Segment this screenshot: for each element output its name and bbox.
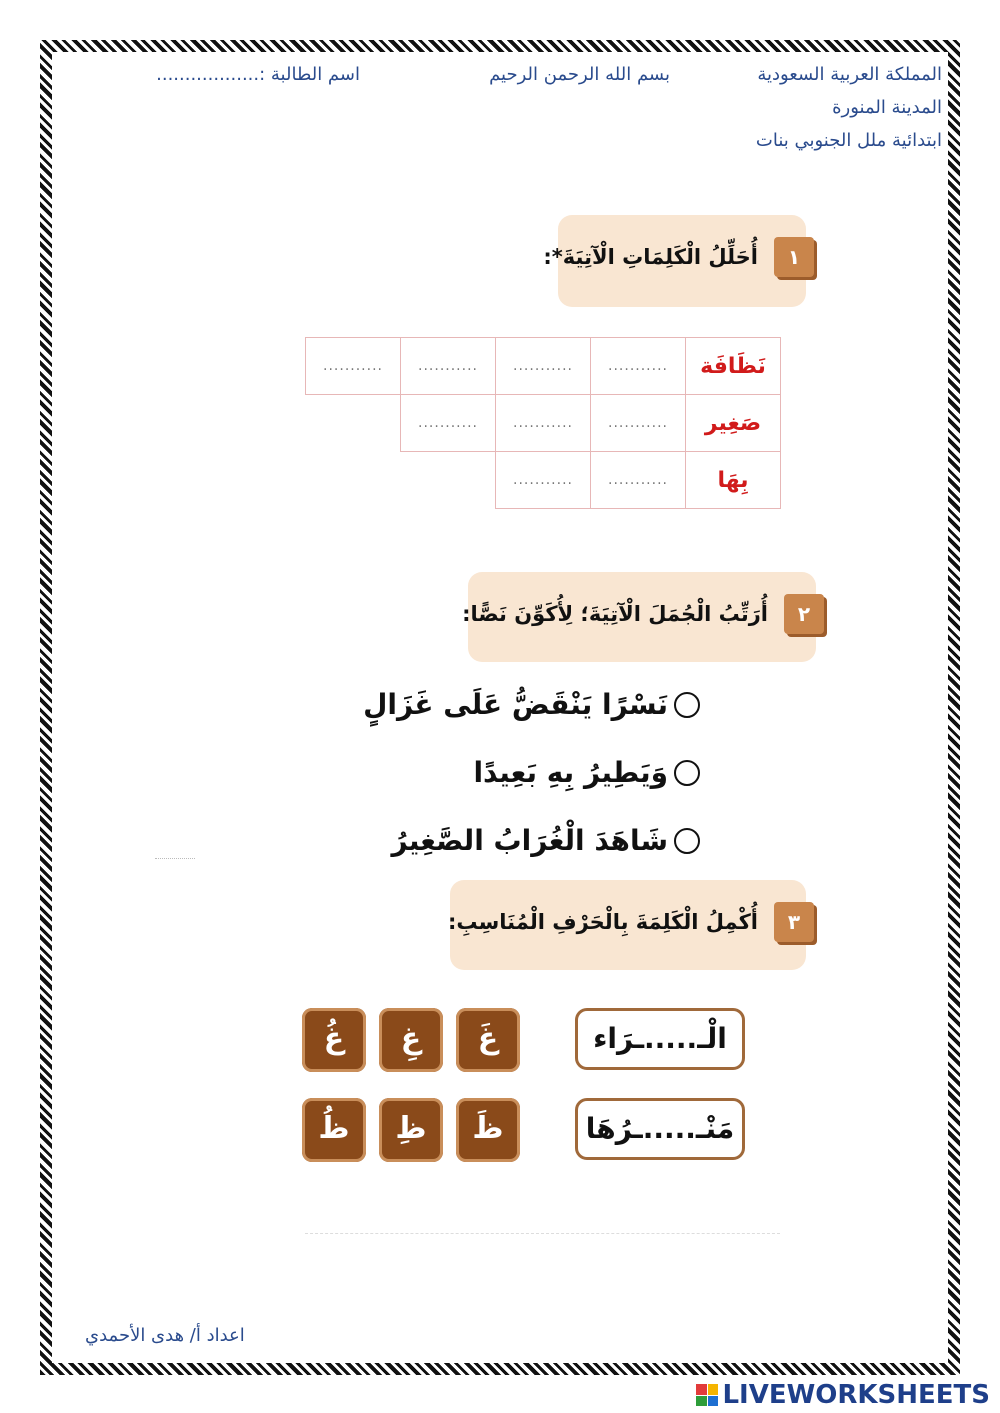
- fill-word-box[interactable]: مَنْـ.....ـرُهَا: [575, 1098, 745, 1160]
- empty-cell: [306, 395, 401, 452]
- table-row: [306, 452, 781, 509]
- header-country: المملكة العربية السعودية: [757, 64, 942, 85]
- sentence-text: نَسْرًا يَنْقَضُّ عَلَى غَزَالٍ: [363, 688, 668, 721]
- table-row: [306, 338, 781, 395]
- dotted-mark: [155, 858, 195, 859]
- answer-cell[interactable]: ...........: [591, 338, 686, 395]
- order-circle-icon[interactable]: [674, 760, 700, 786]
- sentence-item[interactable]: [473, 756, 700, 789]
- liveworksheets-logo[interactable]: [696, 1380, 990, 1410]
- header-city: المدينة المنورة: [832, 97, 942, 118]
- divider: [305, 1233, 780, 1234]
- header-basmala: بسم الله الرحمن الرحيم: [489, 64, 670, 85]
- letter-option-button[interactable]: غَ: [456, 1008, 520, 1072]
- student-name-field[interactable]: اسم الطالبة :..................: [156, 64, 360, 85]
- q2-number: ٢: [784, 594, 824, 634]
- letter-option-button[interactable]: غِ: [379, 1008, 443, 1072]
- q1-number: ١: [774, 237, 814, 277]
- answer-cell[interactable]: ...........: [401, 338, 496, 395]
- q1-heading: [543, 215, 806, 307]
- answer-cell[interactable]: ...........: [306, 338, 401, 395]
- word-cell: صَغِير: [686, 395, 781, 452]
- q1-analysis-table: [305, 337, 781, 509]
- answer-cell[interactable]: ...........: [496, 395, 591, 452]
- q3-title: أُكْمِلُ الْكَلِمَةَ بِالْحَرْفِ الْمُنَاسِبِ:: [448, 910, 758, 934]
- sentence-item[interactable]: [391, 824, 700, 857]
- q2-heading: [462, 572, 816, 662]
- brand-icon: [696, 1384, 718, 1406]
- q2-title: أُرَتِّبُ الْجُمَلَ الْآتِيَةَ؛ لِأُكَوِّنَ نَصًّا:: [462, 602, 768, 626]
- author-credit: اعداد أ/ هدى الأحمدي: [85, 1325, 245, 1346]
- fill-word-box[interactable]: الْـ.....ـرَاء: [575, 1008, 745, 1070]
- answer-cell[interactable]: ...........: [496, 452, 591, 509]
- order-circle-icon[interactable]: [674, 692, 700, 718]
- sentence-text: شَاهَدَ الْغُرَابُ الصَّغِيرُ: [391, 824, 668, 857]
- sentence-text: وَيَطِيرُ بِهِ بَعِيدًا: [473, 756, 668, 789]
- letter-option-button[interactable]: ظَ: [456, 1098, 520, 1162]
- letter-option-button[interactable]: غُ: [302, 1008, 366, 1072]
- answer-cell[interactable]: ...........: [591, 395, 686, 452]
- q3-number: ٣: [774, 902, 814, 942]
- sentence-item[interactable]: [363, 688, 700, 721]
- order-circle-icon[interactable]: [674, 828, 700, 854]
- letter-option-button[interactable]: ظُ: [302, 1098, 366, 1162]
- answer-cell[interactable]: ...........: [591, 452, 686, 509]
- word-cell: بِهَا: [686, 452, 781, 509]
- answer-cell[interactable]: ...........: [496, 338, 591, 395]
- header-school: ابتدائية ملل الجنوبي بنات: [755, 130, 942, 151]
- brand-name: LIVEWORKSHEETS: [722, 1380, 990, 1410]
- q3-heading: [450, 880, 806, 970]
- answer-cell[interactable]: ...........: [401, 395, 496, 452]
- table-row: [306, 395, 781, 452]
- letter-option-button[interactable]: ظِ: [379, 1098, 443, 1162]
- q1-title: أُحَلِّلُ الْكَلِمَاتِ الْآتِيَةَ*:: [543, 245, 758, 269]
- empty-cell: [401, 452, 496, 509]
- word-cell: نَظَافَة: [686, 338, 781, 395]
- empty-cell: [306, 452, 401, 509]
